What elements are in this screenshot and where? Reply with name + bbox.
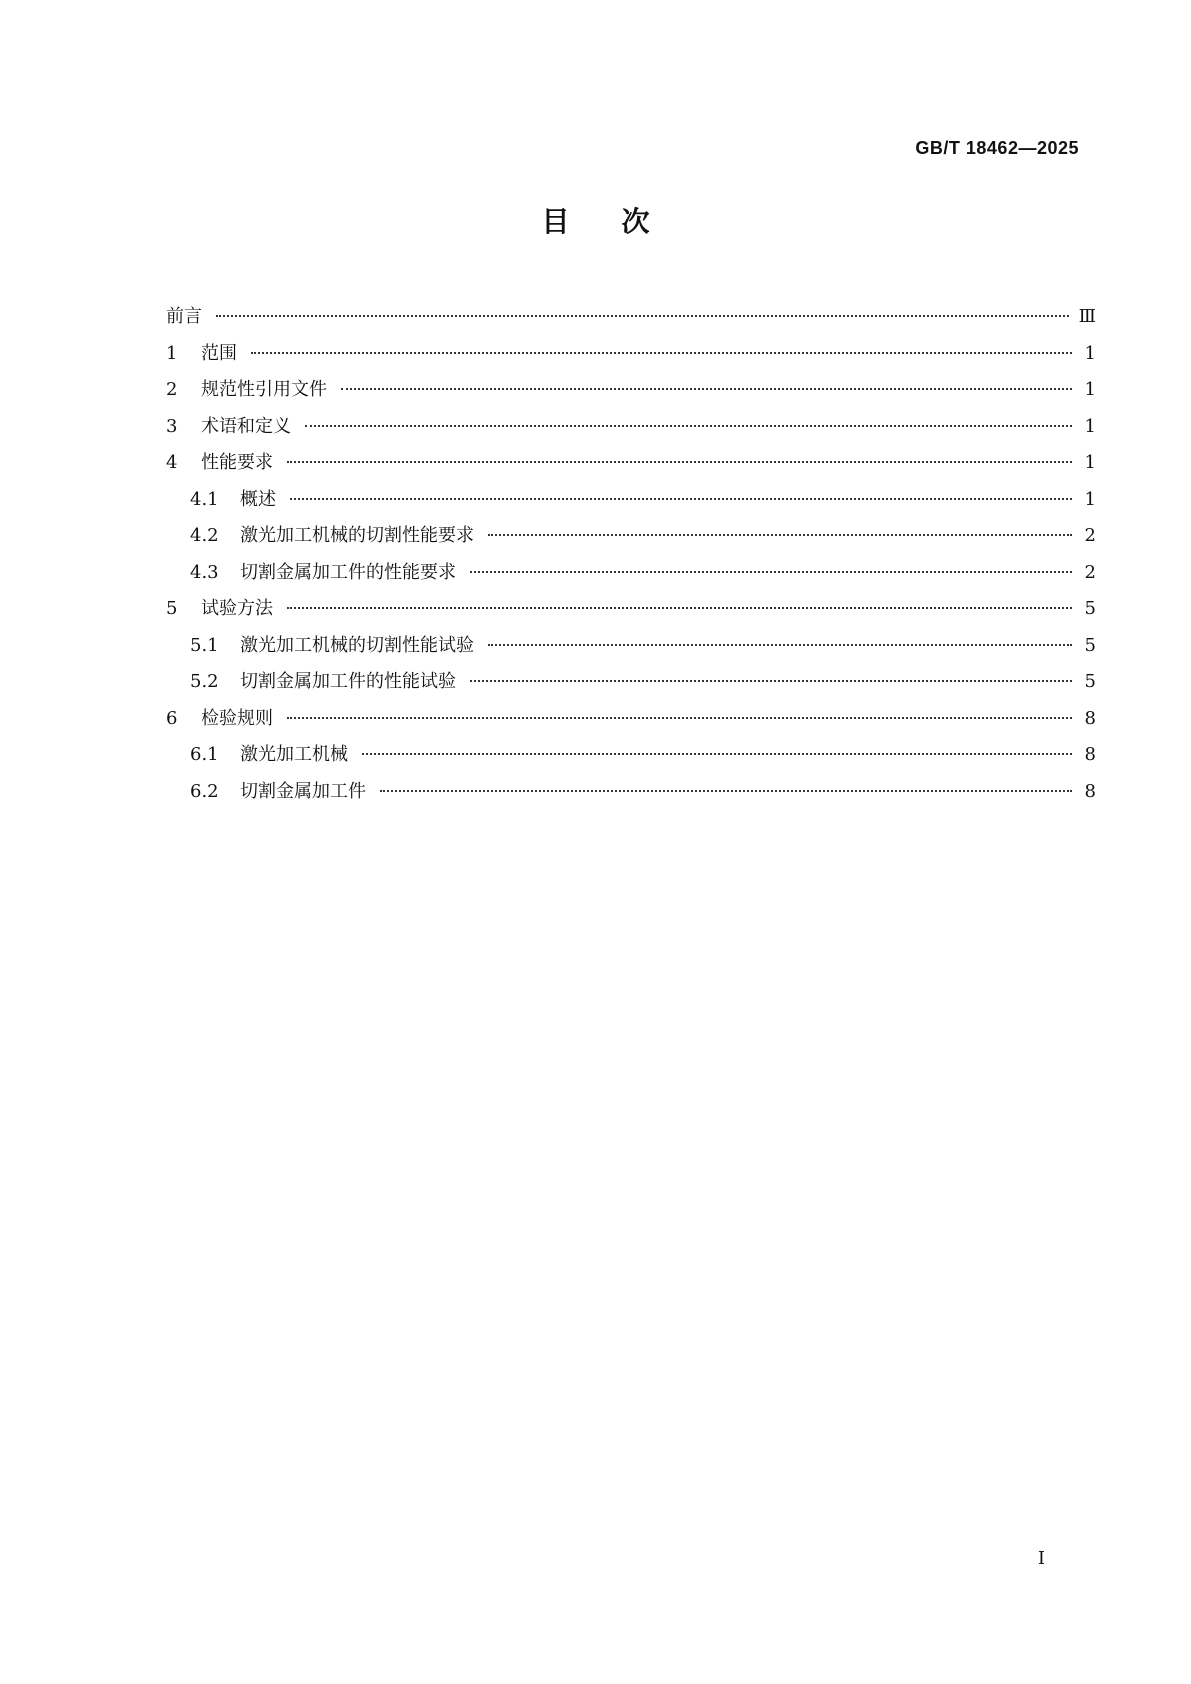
dot-leader	[470, 571, 1072, 573]
toc-entry-page: 8	[1084, 780, 1096, 802]
toc-entry-label: 性能要求	[201, 452, 273, 473]
toc-entry-page: 1	[1084, 415, 1096, 437]
toc-entry-label: 切割金属加工件的性能要求	[240, 561, 456, 583]
toc-entry-number: 1	[166, 342, 178, 364]
dot-leader	[287, 717, 1072, 719]
toc-entry-5[interactable]	[166, 594, 1096, 631]
toc-entry-page: 1	[1084, 452, 1096, 473]
toc-entry-label: 切割金属加工件的性能试验	[240, 671, 456, 692]
toc-entry-6-1[interactable]	[166, 740, 1096, 777]
dot-leader	[470, 680, 1072, 682]
toc-entry-page: 1	[1084, 379, 1096, 400]
page-number: I	[1037, 1548, 1045, 1569]
toc-entry-page: 2	[1084, 561, 1096, 583]
toc-entry-label: 切割金属加工件	[240, 780, 366, 802]
dot-leader	[341, 388, 1072, 390]
toc-entry-label: 检验规则	[201, 707, 273, 729]
page-title: 目次	[541, 205, 702, 238]
toc-entry-page: 1	[1084, 488, 1096, 510]
dot-leader	[488, 534, 1072, 536]
dot-leader	[216, 315, 1069, 317]
toc-entry-page: 5	[1084, 671, 1096, 692]
toc-entry-6-2[interactable]	[166, 777, 1096, 814]
dot-leader	[290, 498, 1072, 500]
toc-entry-5-1[interactable]	[166, 631, 1096, 668]
toc-entry-label: 概述	[240, 488, 276, 510]
toc-entry-5-2[interactable]	[166, 667, 1096, 704]
dot-leader	[305, 425, 1072, 427]
toc-entry-1[interactable]	[166, 339, 1096, 376]
dot-leader	[380, 790, 1072, 792]
toc-entry-label: 激光加工机械	[240, 744, 348, 765]
dot-leader	[251, 352, 1072, 354]
toc-entry-number: 5.2	[190, 671, 219, 692]
toc-entry-page: 5	[1084, 598, 1096, 619]
toc-entry-3[interactable]	[166, 412, 1096, 449]
toc-entry-number: 4.2	[190, 525, 219, 546]
dot-leader	[488, 644, 1072, 646]
toc-entry-label: 规范性引用文件	[201, 379, 327, 400]
toc-entry-page: 1	[1084, 342, 1096, 364]
toc-entry-4-1[interactable]	[166, 485, 1096, 522]
dot-leader	[362, 753, 1072, 755]
toc-entry-6[interactable]	[166, 704, 1096, 741]
toc-entry-number: 3	[166, 415, 178, 437]
dot-leader	[287, 607, 1072, 609]
toc-entry-number: 4	[166, 452, 178, 473]
toc-entry-number: 4.3	[190, 561, 219, 583]
toc-entry-number: 6	[166, 707, 178, 729]
toc-entry-number: 6.2	[190, 780, 219, 802]
toc-entry-label: 试验方法	[201, 598, 273, 619]
toc-entry-label: 激光加工机械的切割性能要求	[240, 525, 474, 546]
toc-entry-4-2[interactable]	[166, 521, 1096, 558]
toc-entry-page: 5	[1084, 634, 1096, 656]
toc-entry-label: 术语和定义	[201, 415, 291, 437]
toc-entry-number: 5.1	[190, 634, 219, 656]
table-of-contents	[166, 302, 1096, 813]
toc-entry-number: 4.1	[190, 488, 219, 510]
toc-entry-2[interactable]	[166, 375, 1096, 412]
toc-entry-label: 前言	[166, 306, 202, 327]
toc-entry-label: 范围	[201, 342, 237, 364]
toc-entry-foreword[interactable]	[166, 302, 1096, 339]
toc-entry-4[interactable]	[166, 448, 1096, 485]
toc-entry-page: Ⅲ	[1078, 306, 1096, 327]
toc-entry-page: 2	[1084, 525, 1096, 546]
toc-entry-label: 激光加工机械的切割性能试验	[240, 634, 474, 656]
toc-entry-number: 6.1	[190, 744, 219, 765]
standard-code: GB/T 18462—2025	[915, 138, 1079, 158]
toc-entry-page: 8	[1084, 744, 1096, 765]
dot-leader	[287, 461, 1072, 463]
toc-entry-page: 8	[1084, 707, 1096, 729]
toc-entry-number: 5	[166, 598, 178, 619]
toc-entry-number: 2	[166, 379, 178, 400]
toc-entry-4-3[interactable]	[166, 558, 1096, 595]
